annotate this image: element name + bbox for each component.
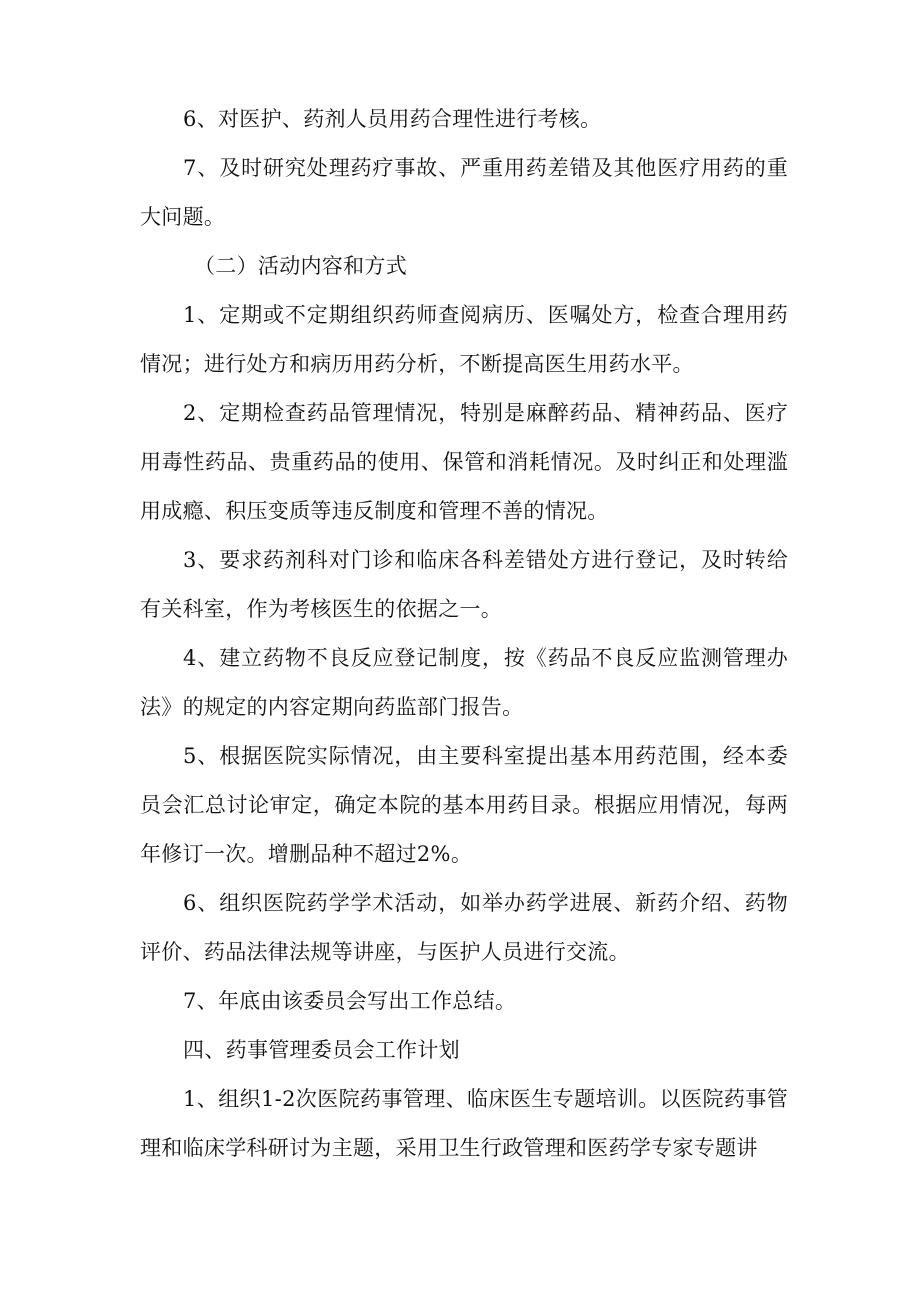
- paragraph-activity-7: 7、年底由该委员会写出工作总结。: [183, 989, 517, 1013]
- paragraph-activity-2: 2、定期检查药品管理情况，特别是麻醉药品、精神药品、医疗用毒性药品、贵重药品的使用、保管和消耗情况。及时纠正和处理滥用成瘾、积压变质等违反制度和管理不善的情况。: [140, 401, 788, 523]
- paragraph-item-7-incidents: 7、及时研究处理药疗事故、严重用药差错及其他医疗用药的重大问题。: [140, 156, 788, 229]
- paragraph-activity-1: 1、定期或不定期组织药师查阅病历、医嘱处方，检查合理用药情况；进行处方和病历用药分析，不断提高医生用药水平。: [140, 303, 788, 376]
- paragraph-plan-1: 1、组织1-2次医院药事管理、临床医生专题培训。以医院药事管理和临床学科研讨为主题，采用卫生行政管理和医药学专家专题讲: [140, 1087, 788, 1160]
- paragraph-activity-4: 4、建立药物不良反应登记制度，按《药品不良反应监测管理办法》的规定的内容定期向药监部门报告。: [140, 646, 788, 719]
- paragraph-activity-5: 5、根据医院实际情况，由主要科室提出基本用药范围，经本委员会汇总讨论审定，确定本院的基本用药目录。根据应用情况，每两年修订一次。增删品种不超过2%。: [140, 744, 788, 866]
- paragraph-activity-3: 3、要求药剂科对门诊和临床各科差错处方进行登记，及时转给有关科室，作为考核医生的依据之一。: [140, 548, 788, 621]
- section-subheading-activities: （二）活动内容和方式: [194, 254, 407, 278]
- paragraph-activity-6: 6、组织医院药学学术活动，如举办药学进展、新药介绍、药物评价、药品法律法规等讲座，与医护人员进行交流。: [140, 891, 788, 964]
- section-heading-work-plan: 四、药事管理委员会工作计划: [183, 1038, 460, 1062]
- paragraph-item-6-assessment: 6、对医护、药剂人员用药合理性进行考核。: [183, 107, 602, 131]
- document-body: [140, 95, 788, 1173]
